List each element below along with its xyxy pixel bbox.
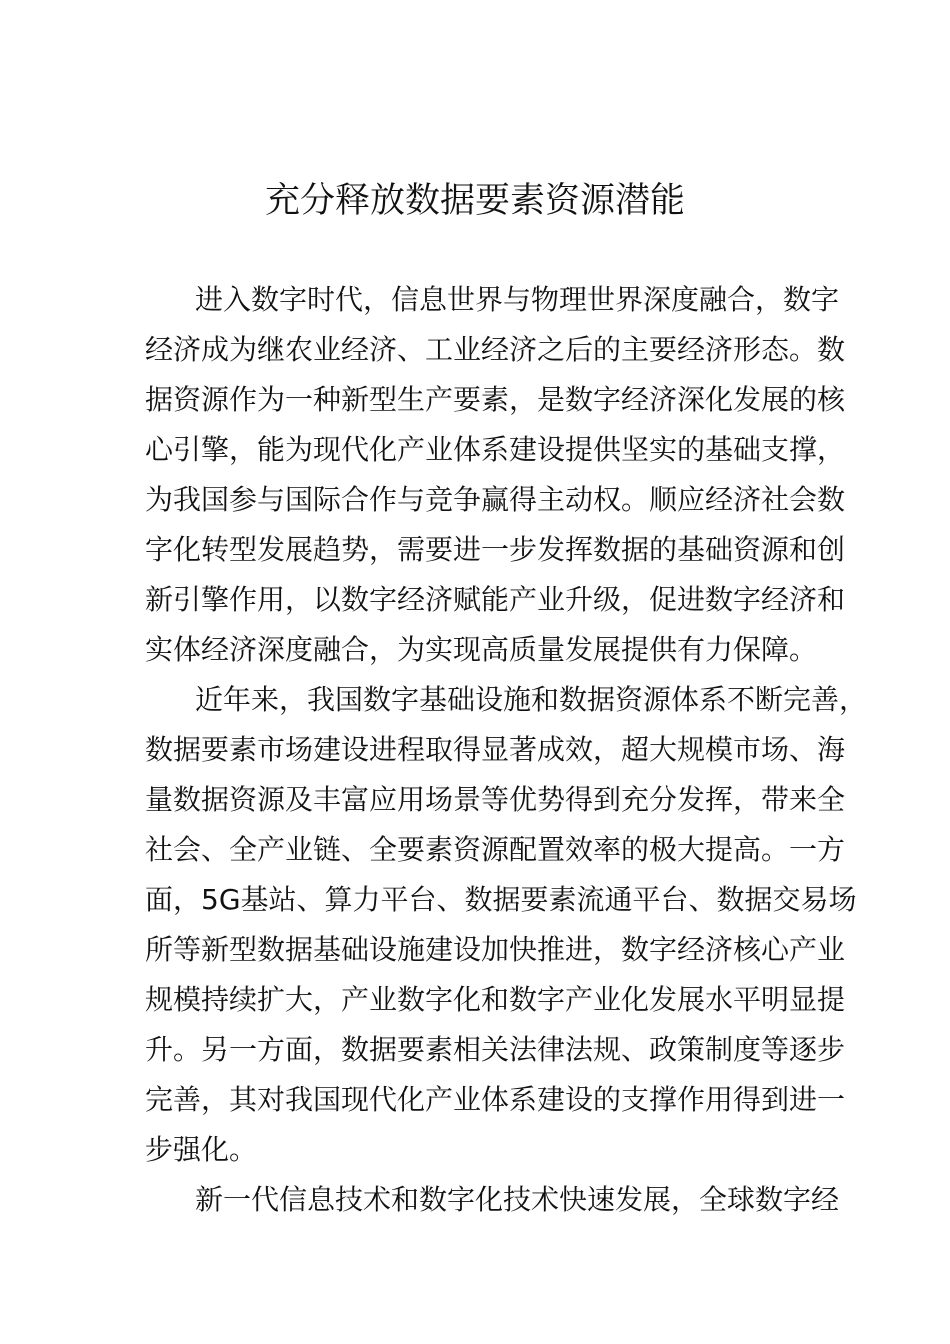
- paragraph-2-line: 规模持续扩大，产业数字化和数字产业化发展水平明显提: [145, 983, 846, 1016]
- paragraph-1-line: 实体经济深度融合，为实现高质量发展提供有力保障。: [145, 633, 818, 666]
- paragraph-2-line: 升。另一方面，数据要素相关法律法规、政策制度等逐步: [145, 1033, 846, 1066]
- paragraph-1-line: 经济成为继农业经济、工业经济之后的主要经济形态。数: [145, 333, 846, 366]
- paragraph-2-line: 量数据资源及丰富应用场景等优势得到充分发挥，带来全: [145, 783, 846, 816]
- paragraph-1-line: 心引擎，能为现代化产业体系建设提供坚实的基础支撑，: [145, 433, 846, 466]
- paragraph-1-line: 据资源作为一种新型生产要素，是数字经济深化发展的核: [145, 383, 846, 416]
- paragraph-2-line: 社会、全产业链、全要素资源配置效率的极大提高。一方: [145, 833, 846, 866]
- paragraph-2-line: 面，5G基站、算力平台、数据要素流通平台、数据交易场: [145, 883, 857, 916]
- paragraph-2-line: 数据要素市场建设进程取得显著成效，超大规模市场、海: [145, 733, 846, 766]
- paragraph-2-line: 完善，其对我国现代化产业体系建设的支撑作用得到进一: [145, 1083, 846, 1116]
- paragraph-2-line: 步强化。: [145, 1133, 258, 1166]
- paragraph-2-line: 所等新型数据基础设施建设加快推进，数字经济核心产业: [145, 933, 846, 966]
- paragraph-2-line: 近年来，我国数字基础设施和数据资源体系不断完善，: [195, 683, 868, 716]
- paragraph-1-line: 新引擎作用，以数字经济赋能产业升级，促进数字经济和: [145, 583, 846, 616]
- paragraph-1-line: 为我国参与国际合作与竞争赢得主动权。顺应经济社会数: [145, 483, 846, 516]
- paragraph-1-line: 进入数字时代，信息世界与物理世界深度融合，数字: [195, 283, 840, 316]
- paragraph-3-line: 新一代信息技术和数字化技术快速发展，全球数字经: [195, 1183, 840, 1216]
- document-title: 充分释放数据要素资源潜能: [264, 181, 685, 221]
- paragraph-1-line: 字化转型发展趋势，需要进一步发挥数据的基础资源和创: [145, 533, 846, 566]
